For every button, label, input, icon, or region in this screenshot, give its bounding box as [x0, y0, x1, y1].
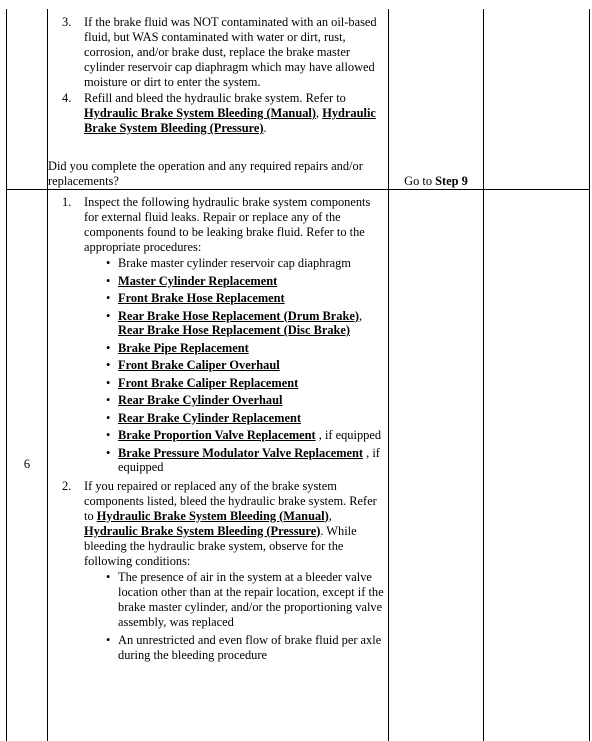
- question-label: Did you complete the operation and any required repairs and/or replacements?: [48, 159, 363, 188]
- list-number: 2.: [62, 478, 72, 493]
- link-front-caliper-overhaul[interactable]: Front Brake Caliper Overhaul: [118, 358, 280, 372]
- list-item: [102, 411, 386, 426]
- row-divider: [6, 189, 590, 190]
- list-item-4: [48, 91, 386, 136]
- link-bleeding-manual[interactable]: Hydraulic Brake System Bleeding (Manual): [96, 508, 329, 523]
- link-master-cylinder[interactable]: Master Cylinder Replacement: [118, 273, 278, 288]
- row-a-yes-cell: [389, 174, 483, 189]
- link-rear-cylinder-overhaul[interactable]: Rear Brake Cylinder Overhaul: [118, 393, 283, 407]
- separator: ,: [359, 308, 363, 323]
- list-item: [102, 341, 386, 356]
- list-item-2: [48, 479, 386, 663]
- list-item-1: [48, 195, 386, 475]
- punctuation: .: [263, 121, 267, 135]
- step-reference: Step 9: [435, 174, 468, 188]
- table-border-right: [589, 9, 590, 741]
- list-item: [102, 633, 386, 663]
- question-text: [48, 159, 388, 189]
- suffix-text: , if equipped: [118, 445, 380, 474]
- list-item: [102, 570, 386, 630]
- list-item: [102, 446, 386, 475]
- list-text: If the brake fluid was NOT contaminated with an oil-based fluid, but WAS contaminated with water or dirt, rust, corrosion, and/or brake dust, replace the brake master cylinder reservoir cap diaphragm which may have allowed moisture or dirt to enter the system.: [84, 15, 377, 89]
- list-text: Refill and bleed the hydraulic brake system. Refer to: [84, 91, 346, 105]
- component-list: [102, 256, 386, 475]
- row-a-action-content: [48, 15, 386, 188]
- condition-list: [102, 570, 386, 663]
- separator: ,: [328, 508, 332, 523]
- link-bleeding-pressure[interactable]: Hydraulic Brake System Bleeding (Pressure): [84, 523, 321, 538]
- link-front-brake-hose[interactable]: Front Brake Hose Replacement: [118, 291, 285, 305]
- row-b-action-content: [48, 195, 386, 663]
- list-text: . While bleeding the hydraulic brake system, observe for the following conditions:: [84, 523, 357, 568]
- step-number-label: 6: [23, 457, 31, 471]
- list-item: [102, 376, 386, 391]
- link-rear-cylinder-replacement[interactable]: Rear Brake Cylinder Replacement: [118, 410, 301, 425]
- procedure-table: [6, 9, 590, 741]
- link-front-caliper-replacement[interactable]: Front Brake Caliper Replacement: [118, 375, 299, 390]
- link-rear-brake-hose-drum[interactable]: Rear Brake Hose Replacement (Drum Brake): [118, 308, 359, 323]
- list-number: 1.: [62, 195, 72, 209]
- list-item: [102, 309, 386, 338]
- go-to-label: Go to: [404, 174, 436, 188]
- column-divider-action: [388, 9, 389, 741]
- list-item: [102, 393, 386, 408]
- list-item: [102, 291, 386, 306]
- list-item: [102, 256, 386, 271]
- list-item-3: [48, 15, 386, 90]
- list-number: 4.: [62, 91, 72, 105]
- link-bleeding-pressure[interactable]: Hydraulic Brake System Bleeding (Pressure): [84, 106, 376, 135]
- list-text: If you repaired or replaced any of the brake system components listed, bleed the hydraulic brake system. Refer to: [84, 478, 377, 523]
- step-number: [7, 457, 47, 472]
- separator: ,: [315, 106, 323, 120]
- link-pressure-modulator-valve[interactable]: Brake Pressure Modulator Valve Replacement: [118, 445, 364, 460]
- link-rear-brake-hose-disc[interactable]: Rear Brake Hose Replacement (Disc Brake): [118, 323, 351, 337]
- link-brake-pipe[interactable]: Brake Pipe Replacement: [118, 340, 249, 355]
- link-proportion-valve[interactable]: Brake Proportion Valve Replacement: [118, 428, 316, 442]
- suffix-text: , if equipped: [315, 428, 382, 442]
- bullet-text: Brake master cylinder reservoir cap diaphragm: [118, 256, 351, 270]
- link-bleeding-manual[interactable]: Hydraulic Brake System Bleeding (Manual): [84, 106, 316, 120]
- list-text: Inspect the following hydraulic brake system components for external fluid leaks. Repair or replace any of the components found to be leaking brake fluid. Refer to the appropriate procedures:: [84, 195, 371, 254]
- list-item: [102, 428, 386, 443]
- column-divider-yes: [483, 9, 484, 741]
- list-number: 3.: [62, 15, 72, 29]
- list-item: [102, 358, 386, 373]
- list-item: [102, 274, 386, 289]
- table-border-left: [6, 9, 7, 741]
- bullet-text: The presence of air in the system at a bleeder valve location other than at the repair location, except if the brake master cylinder, and/or the proportioning valve assembly, was replaced: [118, 569, 384, 629]
- bullet-text: An unrestricted and even flow of brake fluid per axle during the bleeding procedure: [118, 632, 382, 662]
